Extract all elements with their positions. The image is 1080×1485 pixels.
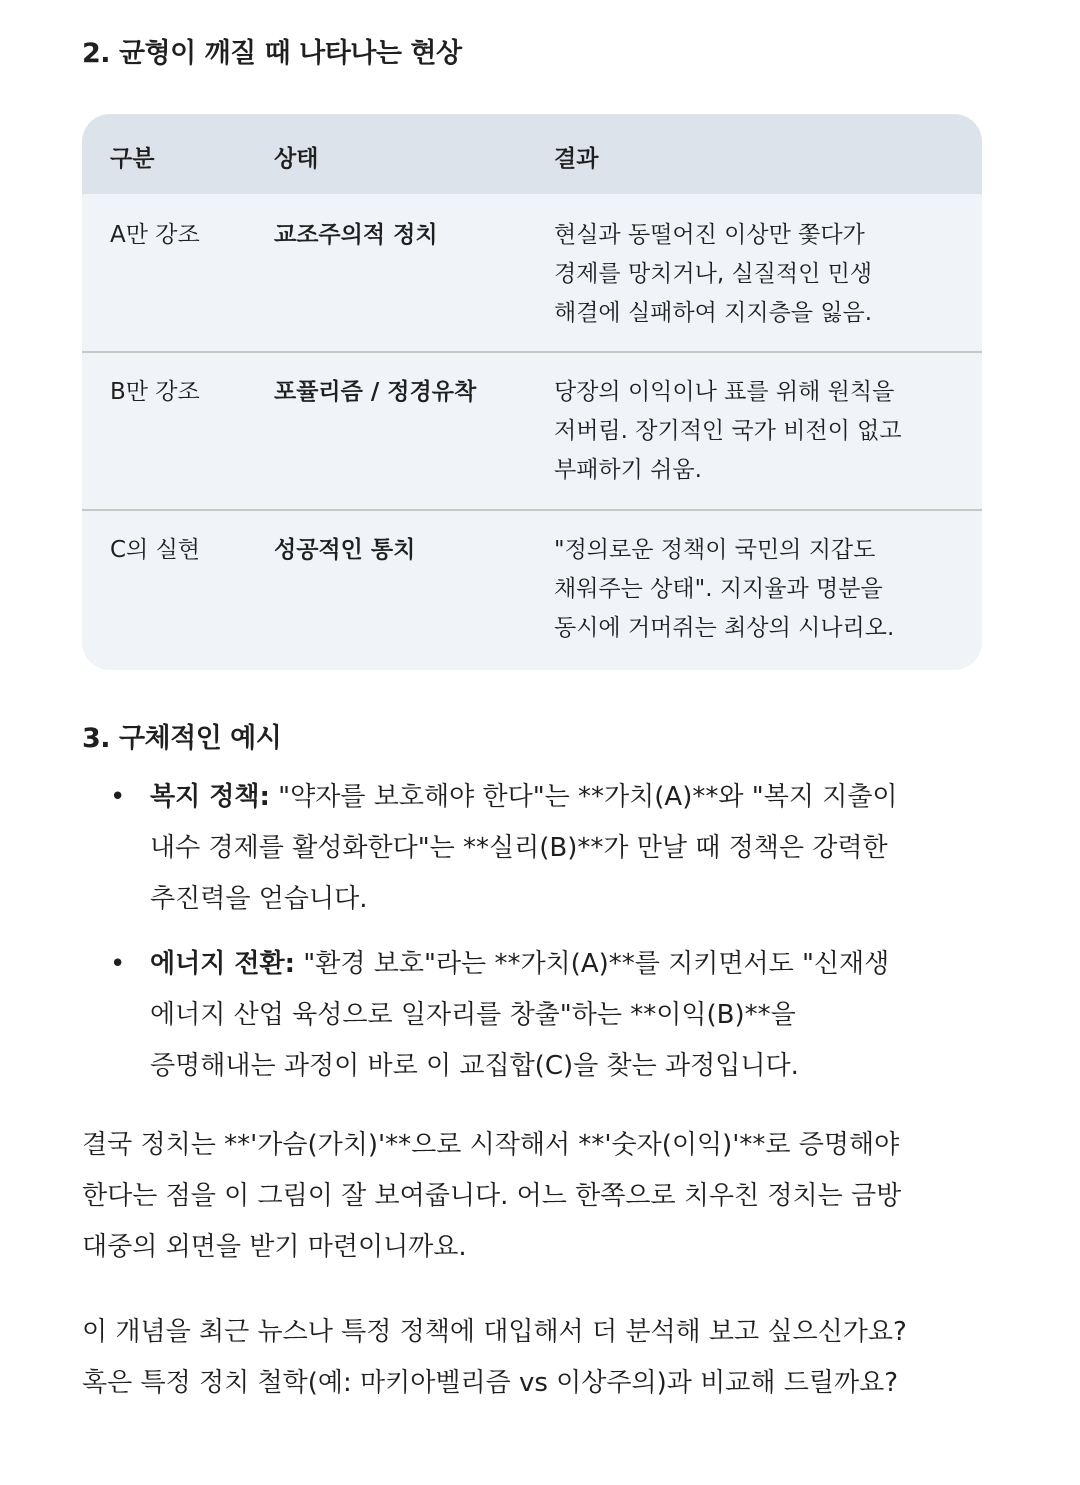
bullet-icon: •	[110, 949, 126, 979]
example-term: 에너지 전환:	[150, 949, 296, 979]
table-cell-category: B만 강조	[110, 379, 200, 405]
table-cell-category: C의 실현	[110, 537, 201, 563]
result-line: 경제를 망치거나, 실질적인 민생	[554, 261, 873, 287]
table-header-row	[82, 114, 982, 194]
table-cell-state: 포퓰리즘 / 정경유착	[274, 379, 477, 405]
table-header-state: 상태	[274, 146, 319, 172]
result-line: 현실과 동떨어진 이상만 쫓다가	[554, 222, 865, 248]
example-line: 에너지 산업 육성으로 일자리를 창출"하는 **이익(B)**을	[150, 1000, 796, 1030]
table-cell-state: 성공적인 통치	[274, 537, 416, 563]
table-row	[82, 194, 982, 352]
followup-question-paragraph	[82, 1307, 992, 1409]
example-line: 내수 경제를 활성화한다"는 **실리(B)**가 만날 때 정책은 강력한	[150, 833, 888, 863]
examples-list	[82, 772, 982, 1106]
paragraph-line: 혹은 특정 정치 철학(예: 마키아벨리즘 vs 이상주의)과 비교해 드릴까요?	[82, 1368, 899, 1398]
table-cell-result	[554, 216, 934, 333]
example-text: "환경 보호"라는 **가치(A)**를 지키면서도 "신재생	[295, 949, 890, 979]
section-heading-examples: 3. 구체적인 예시	[82, 723, 282, 754]
list-item	[82, 939, 982, 1092]
example-line	[150, 939, 982, 990]
table-cell-result	[554, 531, 934, 648]
example-line: 증명해내는 과정이 바로 이 교집합(C)을 찾는 과정입니다.	[150, 1051, 799, 1081]
example-line	[150, 772, 982, 823]
table-cell-category: A만 강조	[110, 222, 200, 248]
table-cell-result	[554, 373, 934, 490]
comparison-table	[82, 114, 982, 670]
example-text: "약자를 보호해야 한다"는 **가치(A)**와 "복지 지출이	[269, 782, 898, 812]
table-header-result: 결과	[554, 146, 599, 172]
conclusion-paragraph	[82, 1120, 992, 1273]
table-row	[82, 353, 982, 509]
result-line: 동시에 거머쥐는 최상의 시나리오.	[554, 615, 895, 641]
table-row	[82, 511, 982, 670]
paragraph-line: 한다는 점을 이 그림이 잘 보여줍니다. 어느 한쪽으로 치우친 정치는 금방	[82, 1181, 902, 1211]
list-item	[82, 772, 982, 925]
result-line: 저버림. 장기적인 국가 비전이 없고	[554, 418, 902, 444]
paragraph-line: 이 개념을 최근 뉴스나 특정 정책에 대입해서 더 분석해 보고 싶으신가요?	[82, 1317, 907, 1347]
result-line: 부패하기 쉬움.	[554, 457, 702, 483]
table-cell-state: 교조주의적 정치	[274, 222, 438, 248]
example-line: 추진력을 얻습니다.	[150, 884, 368, 914]
result-line: 채워주는 상태". 지지율과 명분을	[554, 576, 883, 602]
section-heading-balance-broken: 2. 균형이 깨질 때 나타나는 현상	[82, 38, 462, 69]
result-line: 해결에 실패하여 지지층을 잃음.	[554, 300, 873, 326]
table-header-category: 구분	[110, 146, 155, 172]
result-line: "정의로운 정책이 국민의 지갑도	[554, 537, 876, 563]
example-term: 복지 정책:	[150, 782, 270, 812]
paragraph-line: 대중의 외면을 받기 마련이니까요.	[82, 1232, 467, 1262]
result-line: 당장의 이익이나 표를 위해 원칙을	[554, 379, 895, 405]
paragraph-line: 결국 정치는 **'가슴(가치)'**으로 시작해서 **'숫자(이익)'**로 증명해야	[82, 1130, 900, 1160]
bullet-icon: •	[110, 782, 126, 812]
